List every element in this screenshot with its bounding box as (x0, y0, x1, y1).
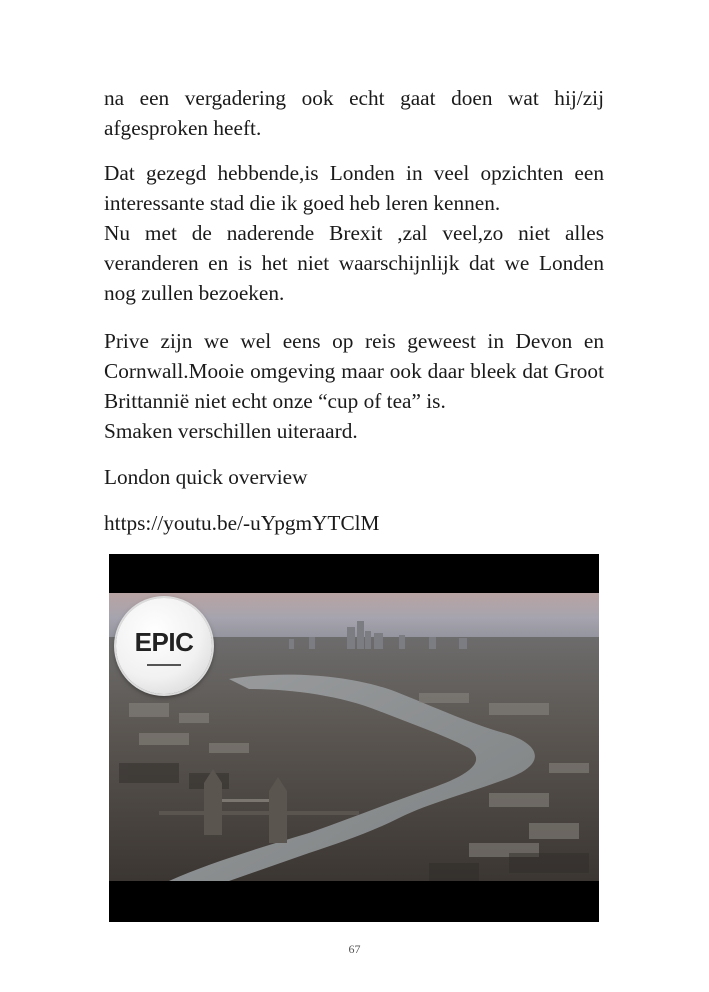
epic-logo-text: EPIC (134, 626, 194, 657)
london-aerial-image (109, 593, 599, 881)
epic-logo (116, 598, 212, 694)
paragraph-2 (104, 158, 604, 308)
paragraph-3 (104, 326, 604, 446)
paragraph-2-line-1: Dat gezegd hebbende,is Londen in veel opzichten een interessante stad die ik goed heb leren kennen. (104, 161, 604, 215)
paragraph-3-line-2: Smaken verschillen uiteraard. (104, 419, 358, 443)
paragraph-3-line-1: Prive zijn we wel eens op reis geweest in Devon en Cornwall.Mooie omgeving maar ook daar bleek dat Groot Brittannië niet echt onze “cup of tea” is. (104, 329, 604, 413)
video-caption-text: London quick overview (104, 465, 308, 489)
paragraph-1-text: na een vergadering ook echt gaat doen wat hij/zij afgesproken heeft. (104, 86, 604, 140)
page-number: 67 (348, 942, 361, 956)
video-link[interactable] (104, 508, 604, 538)
video-thumbnail[interactable] (109, 554, 599, 922)
video-link-text[interactable]: https://youtu.be/-uYpgmYTClM (104, 511, 380, 535)
logo-divider (147, 664, 181, 666)
paragraph-2-line-2: Nu met de naderende Brexit ,zal veel,zo niet alles veranderen en is het niet waarschijnlijk dat we Londen nog zullen bezoeken. (104, 221, 604, 305)
paragraph-1 (104, 83, 604, 143)
video-caption (104, 462, 604, 492)
